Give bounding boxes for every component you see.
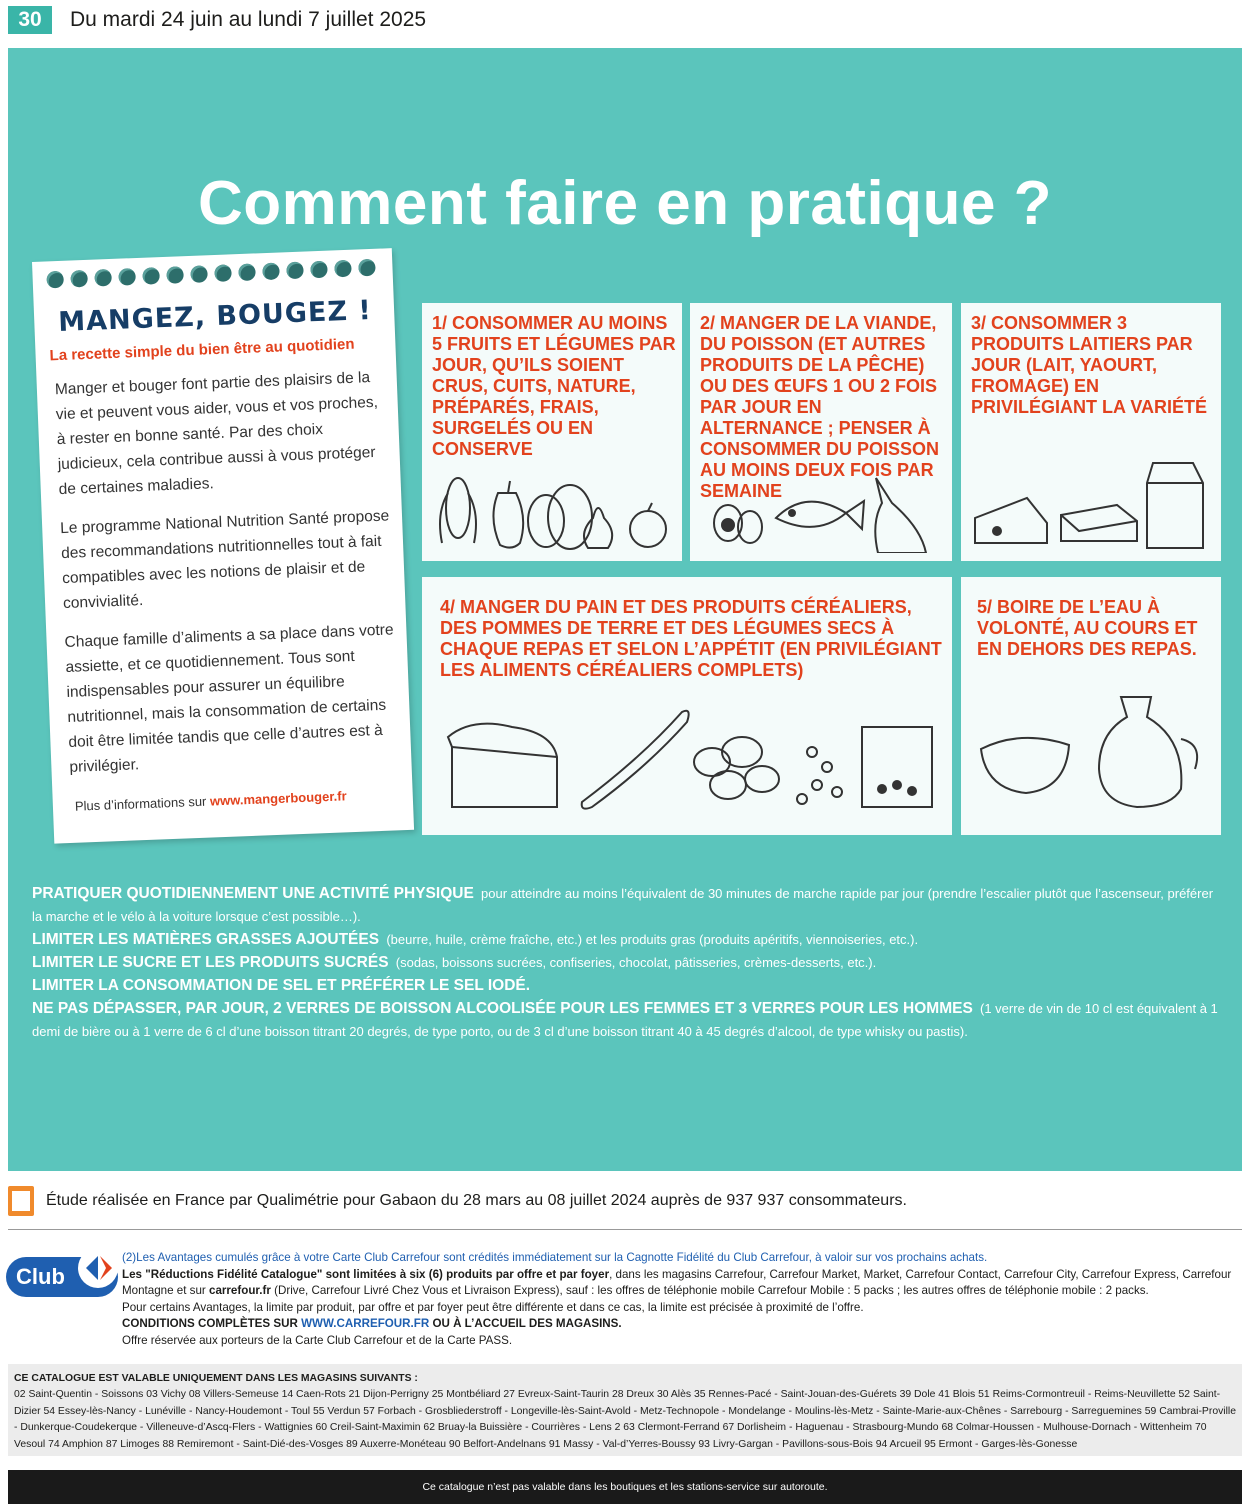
notepad-paragraph: Manger et bouger font partie des plaisirs de la vie et peuvent vous aider, vous et vos proches, à rester en bonne santé. Par des choix judicieux, cela contribue aussi à vous protéger de certaines maladies. bbox=[54, 369, 379, 499]
card-dairy bbox=[961, 303, 1221, 561]
footer-note: Ce catalogue n’est pas valable dans les boutiques et les stations-service sur autoroute. bbox=[8, 1470, 1242, 1504]
dairy-icon bbox=[967, 443, 1217, 553]
club-line: Offre réservée aux porteurs de la Carte Club Carrefour et de la Carte PASS. bbox=[122, 1333, 513, 1347]
advice-lead: PRATIQUER QUOTIDIENNEMENT UNE ACTIVITÉ PHYSIQUE bbox=[32, 885, 474, 902]
advice-lead: NE PAS DÉPASSER, PAR JOUR, 2 VERRES DE BOISSON ALCOOLISÉE POUR LES FEMMES ET 3 VERRES POUR LES HOMMES bbox=[32, 1000, 973, 1017]
carrefour-url-link[interactable]: WWW.CARREFOUR.FR bbox=[301, 1317, 430, 1330]
advice-item bbox=[32, 974, 1222, 997]
ring-icon bbox=[214, 264, 232, 282]
club-limit-end: (Drive, Carrefour Livré Chez Vous et Livraison Express), sauf : les offres de téléphonie mobile Carrefour Mobile : 5 packs ; les autres offres de téléphonie mobile : 2 packs. bbox=[270, 1284, 1149, 1297]
ring-icon bbox=[46, 271, 64, 289]
ring-icon bbox=[358, 259, 376, 277]
ring-icon bbox=[142, 267, 160, 285]
ring-icon bbox=[310, 261, 328, 279]
card-water bbox=[961, 577, 1221, 835]
notepad-body bbox=[54, 365, 400, 794]
card-text: 1/ CONSOMMER AU MOINS 5 FRUITS ET LÉGUMES PAR JOUR, QU’ILS SOIENT CRUS, CUITS, NATURE, PRÉPARÉS, FRAIS, SURGELÉS OU EN CONSERVE bbox=[432, 313, 676, 459]
card-bread-cereals bbox=[422, 577, 952, 835]
ring-icon bbox=[70, 270, 88, 288]
bread-potatoes-legumes-icon bbox=[442, 707, 942, 817]
club-line bbox=[122, 1316, 1244, 1333]
club-badge: Club bbox=[6, 1257, 118, 1297]
carrefour-site[interactable]: carrefour.fr bbox=[209, 1284, 271, 1297]
notepad-paragraph: Le programme National Nutrition Santé propose des recommandations nutritionnelles tout à fait compatibles avec les notions de plaisir et de convivialité. bbox=[59, 507, 390, 613]
advice-detail: pour atteindre au moins l’équivalent de 30 minutes de marche rapide par jour (prendre l’escalier plutôt que l’ascenseur, préférer la marche et le vélo à la voiture lorsque c’est possible…). bbox=[32, 886, 1214, 924]
card-text: 3/ CONSOMMER 3 PRODUITS LAITIERS PAR JOUR (LAIT, YAOURT, FROMAGE) EN PRIVILÉGIANT LA VARIÉTÉ bbox=[971, 313, 1208, 417]
card-text: 5/ BOIRE DE L’EAU À VOLONTÉ, AU COURS ET EN DEHORS DES REPAS. bbox=[977, 597, 1198, 659]
notepad-subtitle: La recette simple du bien être au quotidien bbox=[49, 335, 355, 365]
club-line: Pour certains Avantages, la limite par produit, par offre et par foyer peut être différente et dans ce cas, la limite est précisée à proximité de l’offre. bbox=[122, 1300, 864, 1314]
ring-icon bbox=[118, 268, 136, 286]
advice-lead: LIMITER LES MATIÈRES GRASSES AJOUTÉES bbox=[32, 931, 380, 948]
ring-icon bbox=[334, 260, 352, 278]
mangerbouger-link[interactable]: www.mangerbouger.fr bbox=[209, 788, 347, 809]
notepad-rings bbox=[46, 259, 375, 289]
advice-item bbox=[32, 997, 1222, 1043]
carrefour-logo-icon bbox=[78, 1248, 118, 1288]
advice-item bbox=[32, 928, 1222, 951]
ring-icon bbox=[286, 262, 304, 280]
store-list-title: CE CATALOGUE EST VALABLE UNIQUEMENT DANS LES MAGASINS SUIVANTS : bbox=[14, 1373, 418, 1384]
date-range: Du mardi 24 juin au lundi 7 juillet 2025 bbox=[70, 8, 427, 31]
club-limit-rest: , dans les magasins Carrefour, Carrefour Market, Market, Carrefour Contact, Carrefour City, Carrefour Express, Carrefour Montagne et sur bbox=[122, 1267, 1232, 1297]
club-conditions bbox=[122, 1250, 1244, 1349]
ring-icon bbox=[94, 269, 112, 287]
page-number: 30 bbox=[8, 6, 52, 34]
advice-list bbox=[32, 882, 1222, 1043]
advice-item bbox=[32, 882, 1222, 928]
club-line bbox=[122, 1267, 1244, 1300]
club-line: (2)Les Avantages cumulés grâce à votre Carte Club Carrefour sont crédités immédiatement sur la Cagnotte Fidélité du Club Carrefour, à valoir sur vos prochains achats. bbox=[122, 1251, 988, 1264]
more-info-prefix: Plus d’informations sur bbox=[74, 793, 211, 814]
fruits-vegetables-icon bbox=[428, 463, 678, 553]
ring-icon bbox=[166, 266, 184, 284]
ring-icon bbox=[190, 265, 208, 283]
ring-icon bbox=[238, 263, 256, 281]
notepad-paragraph: Chaque famille d’aliments a sa place dans votre assiette, et ce quotidiennement. Tous sont indispensables pour assurer un équilibre nutritionnel, mais la consommation de certains doit être limitée tandis que celle d’autres est à privilégier. bbox=[64, 621, 394, 776]
advice-item bbox=[32, 951, 1222, 974]
conditions-prefix: CONDITIONS COMPLÈTES SUR bbox=[122, 1317, 302, 1330]
fish-eggs-ham-icon bbox=[696, 463, 946, 553]
notepad-card bbox=[32, 248, 414, 843]
advice-detail: (sodas, boissons sucrées, confiseries, chocolat, pâtisseries, crèmes-desserts, etc.). bbox=[395, 955, 877, 970]
store-list-text: 02 Saint-Quentin - Soissons 03 Vichy 08 Villers-Semeuse 14 Caen-Rots 21 Dijon-Perrigny 25 Montbéliard 27 Evreux-Saint-Taurin 28 Dreux 30 Alès 35 Rennes-Pacé - Saint-Jouan-des-Guérets 39 Dole 41 Blois 51 Reims-Cormontreuil - Reims-Neuvillette 52 Saint-Dizier 54 Essey-lès-Nancy - Lunéville - Nancy-Houdemont - Toul 55 Verdun 57 Forbach - Grosbliederstroff - Longeville-lès-Saint-Avold - Metz-Technopole - Mondelange - Moulins-lès-Metz - Sainte-Marie-aux-Chênes - Sarrebourg - Sarreguemines 59 Cambrai-Proville - Dunkerque-Coudekerque - Villeneuve-d’Ascq-Flers - Wattignies 60 Creil-Saint-Maximin 62 Bruay-la Buissière - Courrières - Lens 2 63 Clermont-Ferrand 67 Dorlisheim - Haguenau - Strasbourg-Mundo 68 Colmar-Houssen - Mulhouse-Dornach - Wittenheim 70 Vesoul 74 Amphion 87 Limoges 88 Remiremont - Saint-Dié-des-Vosges 89 Auxerre-Monéteau 90 Belfort-Andelnans 91 Massy - Val-d’Yerres-Boussy 93 Livry-Gargan - Pavillons-sous-Bois 94 Arcueil 95 Ermont - Garges-lès-Gonesse bbox=[14, 1389, 1237, 1450]
notepad-title: MANGEZ, BOUGEZ ! bbox=[57, 295, 373, 339]
study-badge-icon bbox=[8, 1186, 34, 1216]
main-title: Comment faire en pratique ? bbox=[197, 169, 1053, 238]
advice-lead: LIMITER LE SUCRE ET LES PRODUITS SUCRÉS bbox=[32, 954, 389, 971]
card-text: 4/ MANGER DU PAIN ET DES PRODUITS CÉRÉALIERS, DES POMMES DE TERRE ET DES LÉGUMES SECS À CHAQUE REPAS ET SELON L’APPÉTIT (EN PRIVILÉGIANT LES ALIMENTS CÉRÉALIERS COMPLETS) bbox=[440, 597, 942, 680]
club-limit-bold: Les "Réductions Fidélité Catalogue" sont limitées à six (6) produits par offre et par foyer bbox=[122, 1267, 610, 1281]
ring-icon bbox=[262, 263, 280, 281]
advice-detail: (beurre, huile, crème fraîche, etc.) et les produits gras (produits apéritifs, viennoiseries, etc.). bbox=[386, 932, 919, 947]
card-text: 2/ MANGER DE LA VIANDE, DU POISSON (ET AUTRES PRODUITS DE LA PÊCHE) OU DES ŒUFS 1 OU 2 FOIS PAR JOUR EN ALTERNANCE ; PENSER À CONSOMMER DU POISSON AU MOINS DEUX FOIS PAR SEMAINE bbox=[700, 313, 940, 501]
conditions-suffix: OU À L’ACCUEIL DES MAGASINS. bbox=[429, 1317, 622, 1330]
advice-detail: (1 verre de vin de 10 cl est équivalent à 1 demi de bière ou à 1 verre de 6 cl d’une boisson titrant 20 degrés, de type porto, ou de 3 cl d’une boisson titrant 40 à 45 degrés d’alcool, de type whisky ou pastis). bbox=[32, 1001, 1218, 1039]
advice-lead: LIMITER LA CONSOMMATION DE SEL ET PRÉFÉRER LE SEL IODÉ. bbox=[32, 977, 531, 994]
store-list bbox=[8, 1364, 1242, 1456]
bowl-jug-icon bbox=[971, 689, 1211, 819]
card-meat-fish-eggs bbox=[690, 303, 952, 561]
study-note: Étude réalisée en France par Qualimétrie pour Gabaon du 28 mars au 08 juillet 2024 auprès de 937 937 consommateurs. bbox=[46, 1192, 907, 1209]
divider bbox=[8, 1229, 1242, 1230]
card-fruits-vegetables bbox=[422, 303, 682, 561]
